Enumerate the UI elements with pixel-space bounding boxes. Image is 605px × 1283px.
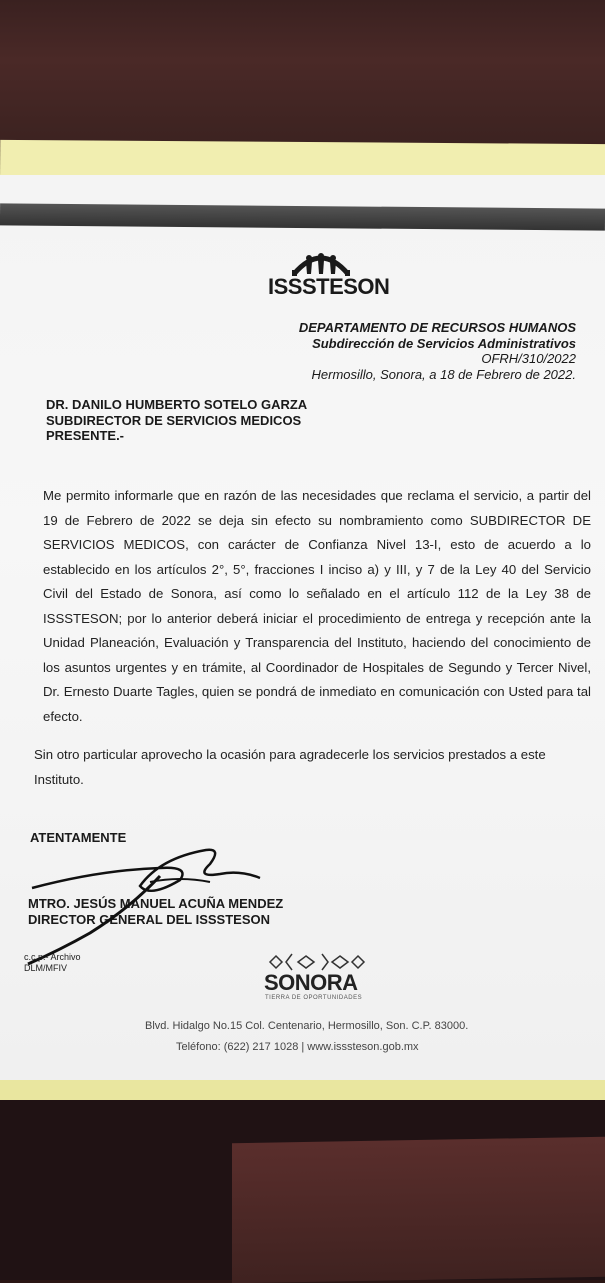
footer-contact: Teléfono: (622) 217 1028 | www.isssteson.gob.mx (176, 1041, 419, 1053)
copy-initials: DLM/MFIV (24, 963, 68, 973)
footer-address: Blvd. Hidalgo No.15 Col. Centenario, Hermosillo, Son. C.P. 83000. (145, 1020, 469, 1032)
copy-note (24, 952, 81, 974)
signer-title: DIRECTOR GENERAL DEL ISSSTESON (28, 912, 270, 927)
signer-name: MTRO. JESÚS MANUEL ACUÑA MENDEZ (28, 896, 284, 911)
department-name: DEPARTAMENTO DE RECURSOS HUMANOS (298, 320, 576, 335)
sonora-logo-text: SONORA (264, 970, 358, 995)
letter-header (299, 320, 576, 382)
yellow-folder-bottom (0, 1080, 605, 1100)
sonora-tagline: TIERRA DE OPORTUNIDADES (265, 995, 363, 1001)
issteson-logo-text: ISSSTESON (268, 274, 390, 299)
copy-archive: c.c.p.- Archivo (24, 952, 81, 962)
background-wood-bottom (232, 1137, 605, 1283)
background-wood-top (0, 0, 605, 150)
handwritten-signature (10, 838, 270, 968)
recipient-name: DR. DANILO HUMBERTO SOTELO GARZA (46, 397, 308, 412)
subdirection-name: Subdirección de Servicios Administrativos (312, 335, 576, 351)
date-line: Hermosillo, Sonora, a 18 de Febrero de 2022. (311, 366, 576, 382)
recipient-block (46, 397, 307, 444)
body-paragraph: Me permito informarle que en razón de las necesidades que reclama el servicio, a partir del 19 de Febrero de 2022 se deja sin efecto su nombramiento como SUBDIRECTOR DE SERVICIOS MEDICOS, con carácter de Confianza Nivel 13-I, esto de acuerdo a lo establecido en los artículos 2°, 5°, fracciones I inciso a) y III, y 7 de la Ley 40 del Servicio Civil del Estado de Sonora, así como lo señalado en el artículo 112 de la Ley 38 de ISSSTESON; por lo anterior deberá iniciar el procedimiento de entrega y recepción ante la Unidad Planeación, Evaluación y Transparencia del Instituto, haciendo del conocimiento de los asuntos urgentes y en trámite, al Coordinador de Hospitales de Segundo y Tercer Nivel, Dr. Ernesto Duarte Tagles, quien se pondrá de inmediato en comunicación con Usted para tal efecto. (43, 488, 591, 724)
recipient-title: SUBDIRECTOR DE SERVICIOS MEDICOS (46, 412, 302, 428)
reference-number: OFRH/310/2022 (481, 351, 576, 366)
recipient-greeting: PRESENTE.- (46, 428, 125, 443)
salutation: ATENTAMENTE (30, 830, 127, 845)
closing-paragraph: Sin otro particular aprovecho la ocasión para agradecerle los servicios prestados a este Instituto. (34, 747, 546, 787)
